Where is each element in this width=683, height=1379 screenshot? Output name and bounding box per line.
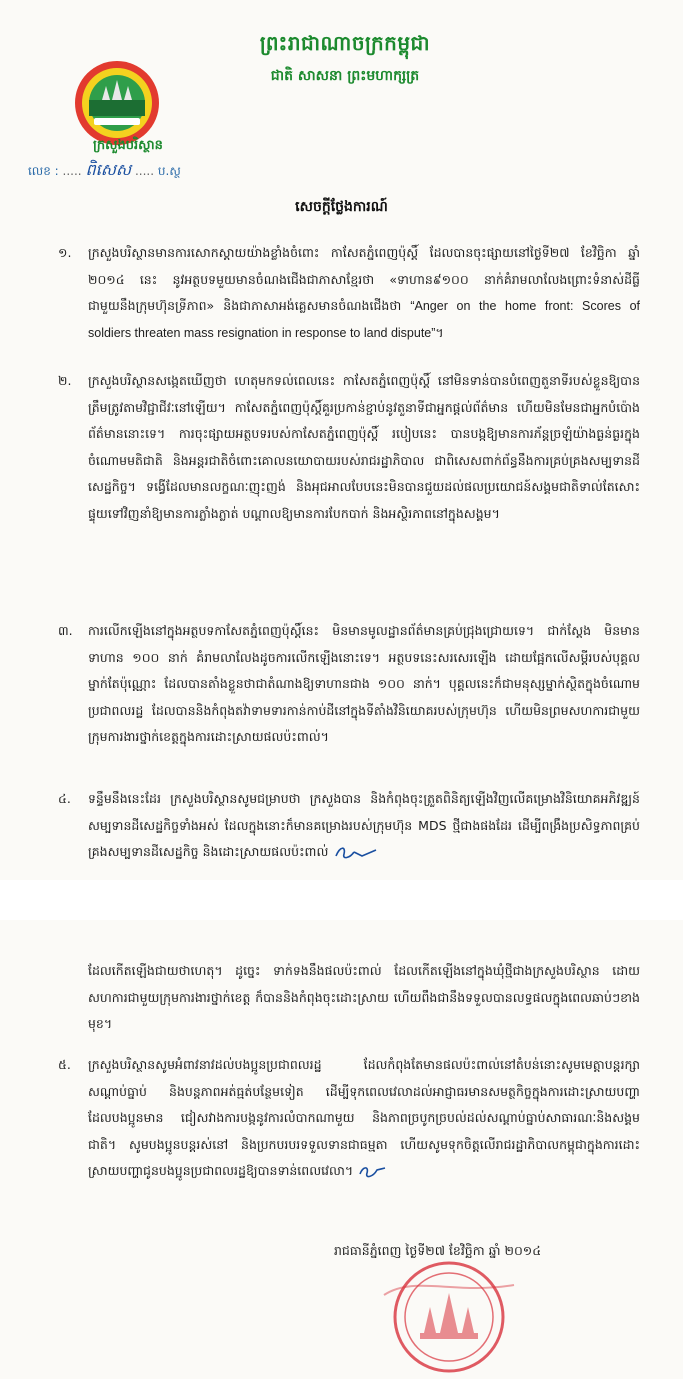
kingdom-heading: ព្រះរាជាណាចក្រកម្ពុជា: [259, 31, 431, 55]
paragraph-number: ២.: [58, 373, 72, 388]
paragraph-text: ក្រសួងបរិស្ថានសូមអំពាវនាវដល់បងប្អូនប្រជាពលរដ្ឋ ដែលកំពុងតែមានផលប៉ះពាល់នៅតំបន់នោះសូមមេត្តាបន្តរក្សាសណ្តាប់ធ្នាប់ និងបន្តភាពអត់ធ្មត់បន្ថែមទៀត ដើម្បីទុកពេលវេលាដល់អាជ្ញាធរមានសមត្ថកិច្ចក្នុងការដោះស្រាយបញ្ហាដែលបងប្អូនមាន ជៀសវាងការបង្កនូវការលំបាកណាមួយ និងភាពច្របូកច្របល់ដល់សណ្តាប់ធ្នាប់សាធារណៈនិងសង្គមជាតិ។ សូមបងប្អូនបន្តរស់នៅ និងប្រកបរបរទទួលទានជាធម្មតា ហើយសូមទុកចិត្តលើរាជរដ្ឋាភិបាលកម្ពុជាក្នុងការដោះស្រាយបញ្ហាជូនបងប្អូនប្រជាពលរដ្ឋឱ្យបានទាន់ពេលវេលា។: [88, 1057, 640, 1178]
paragraph-text: ក្រសួងបរិស្ថានមានការសោកស្តាយយ៉ាងខ្លាំងចំពោះ កាសែតភ្នំពេញប៉ុស្តិ៍ ដែលបានចុះផ្សាយនៅថ្ងៃទី២៧ ខែវិច្ឆិកា ឆ្នាំ ២០១៤ នេះ នូវអត្ថបទមួយមានចំណងជើងជាភាសាខ្មែរថា «ទាហាន៩១០០ នាក់គំរាមលាលែងព្រោះទំនាស់ដីធ្លីជាមួយនឹងក្រុមហ៊ុនទ្រីភាព» និងជាភាសាអង់គ្លេសមានចំណងជើងថា: [88, 245, 640, 313]
reference-number: [28, 159, 181, 183]
paragraph-number: ៥.: [58, 1057, 71, 1072]
letterhead: [220, 30, 470, 87]
ref-dots-right: .....: [134, 164, 155, 178]
ref-dots-left: .....: [62, 164, 82, 178]
paragraph-tail: ។: [435, 324, 444, 340]
paragraph-number: ៤.: [58, 791, 71, 806]
paragraph-4-continuation: ដែលកើតឡើងជាយថាហេតុ។ ដូច្នេះ ទាក់ទងនឹងផលប៉ះពាល់ ដែលកើតឡើងនៅក្នុងឃុំថ្មីជាងក្រសួងបរិស្ថាន ដោយសហការជាមួយក្រុមការងារថ្នាក់ខេត្ត ក៏បាននិងកំពុងចុះដោះស្រាយ ហើយពឹងជានឹងទទួលបានលទ្ធផលក្នុងពេលឆាប់ៗខាងមុខ។: [88, 963, 640, 1031]
ref-handwritten: ពិសេស: [85, 160, 132, 179]
paragraph-number: ១.: [58, 245, 72, 260]
paragraph-4: [58, 786, 640, 866]
national-motto: ជាតិ សាសនា ព្រះមហាក្សត្រ: [270, 68, 420, 84]
paragraph-text: ការលើកឡើងនៅក្នុងអត្ថបទកាសែតភ្នំពេញប៉ុស្តិ៍នេះ មិនមានមូលដ្ឋានព័ត៌មានគ្រប់ជ្រុងជ្រោយទេ។ ជាក់ស្តែង មិនមានទាហាន ១០០ នាក់ គំរាមលាលែងដូចការលើកឡើងនោះទេ។ អត្ថបទនេះសរសេរឡើង ដោយផ្អែកលើសម្តីរបស់បុគ្គលម្នាក់តែប៉ុណ្ណោះ ដែលបានតាំងខ្លួនថាជាតំណាងឱ្យទាហានជាង ១០០ នាក់។ បុគ្គលនេះក៏ជាមនុស្សម្នាក់ស្ថិតក្នុងចំណោមប្រជាពលរដ្ឋ ដែលបាននិងកំពុងតវ៉ាទាមទារកាន់កាប់ដីនៅក្នុងទីតាំងវិនិយោគរបស់ក្រុមហ៊ុន ហើយមិនព្រមសហការជាមួយក្រុមការងារថ្នាក់ខេត្តក្នុងការដោះស្រាយផលប៉ះពាល់។: [88, 623, 640, 744]
paragraph-number: ៣.: [58, 623, 73, 638]
page-gap: [0, 880, 683, 920]
paragraph-1: [58, 240, 640, 346]
initials-signature-icon: [332, 842, 378, 864]
paragraph-3: [58, 618, 640, 751]
paragraph-text: ក្រសួងបរិស្ថានសង្កេតឃើញថា ហេតុមកទល់ពេលនេះ កាសែតភ្នំពេញប៉ុស្តិ៍ នៅមិនទាន់បានបំពេញតួនាទីរបស់ខ្លួនឱ្យបានត្រឹមត្រូវតាមវិជ្ជាជីវៈនៅឡើយ។ កាសែតភ្នំពេញប៉ុស្តិ៍គួរប្រកាន់ខ្ជាប់នូវតួនាទីជាអ្នកផ្តល់ព័ត៌មាន ហើយមិនមែនជាអ្នកបំប៉ោងព័ត៌មាននោះទេ។ ការចុះផ្សាយអត្ថបទរបស់កាសែតភ្នំពេញប៉ុស្តិ៍ របៀបនេះ បានបង្កឱ្យមានការភ័ន្តច្រឡំយ៉ាងធ្ងន់ធ្ងរក្នុងចំណោមមតិជាតិ និងអន្តរជាតិចំពោះគោលនយោបាយរបស់រាជរដ្ឋាភិបាល ជាពិសេសពាក់ព័ន្ធនឹងការគ្រប់គ្រងសម្បទានដីសេដ្ឋកិច្ច។ ទង្វើដែលមានលក្ខណៈញុះញង់ និងអុជអាលបែបនេះមិនបានជួយដល់ផលប្រយោជន៍សង្គមជាតិទាល់តែសោះ ផ្ទុយទៅវិញនាំឱ្យមានការភ្លាំងភ្លាត់ បណ្តាលឱ្យមានការបែកបាក់ និងអស្ថិរភាពនៅក្នុងសង្គម។: [88, 373, 640, 521]
paragraph-5: [58, 1052, 640, 1185]
date-place-line: រាជធានីភ្នំពេញ ថ្ងៃទី២៧ ខែវិច្ឆិកា ឆ្នាំ ២០១៤: [334, 1243, 542, 1258]
official-seal-icon: [374, 1255, 524, 1373]
ministry-name: ក្រសួងបរិស្ថាន: [93, 138, 163, 153]
paragraph-text: ទន្ទឹមនឹងនេះដែរ ក្រសួងបរិស្ថានសូមជម្រាបថា ក្រសួងបាន និងកំពុងចុះត្រួតពិនិត្យឡើងវិញលើគម្រោងវិនិយោគអភិវឌ្ឍន៍សម្បទានដីសេដ្ឋកិច្ចទាំងអស់ ដែលក្នុងនោះក៏មានគម្រោងរបស់ក្រុមហ៊ុន MDS ថ្មីជាងផងដែរ ដើម្បីពង្រឹងប្រសិទ្ធភាពគ្រប់គ្រងសម្បទានដីសេដ្ឋកិច្ច និងដោះស្រាយផលប៉ះពាល់: [88, 791, 640, 859]
document-title: សេចក្តីថ្លែងការណ៍: [295, 199, 388, 215]
ref-prefix: លេខ :: [28, 164, 59, 178]
ministry-logo-icon: [72, 58, 162, 148]
paragraph-2: [58, 368, 640, 527]
ref-suffix: ប.ស្ថ: [157, 164, 181, 178]
english-headline: “Anger on the home front: Scores of soldiers threaten mass resignation in response to land dispute”: [88, 299, 641, 340]
initials-signature-icon: [357, 1162, 387, 1182]
